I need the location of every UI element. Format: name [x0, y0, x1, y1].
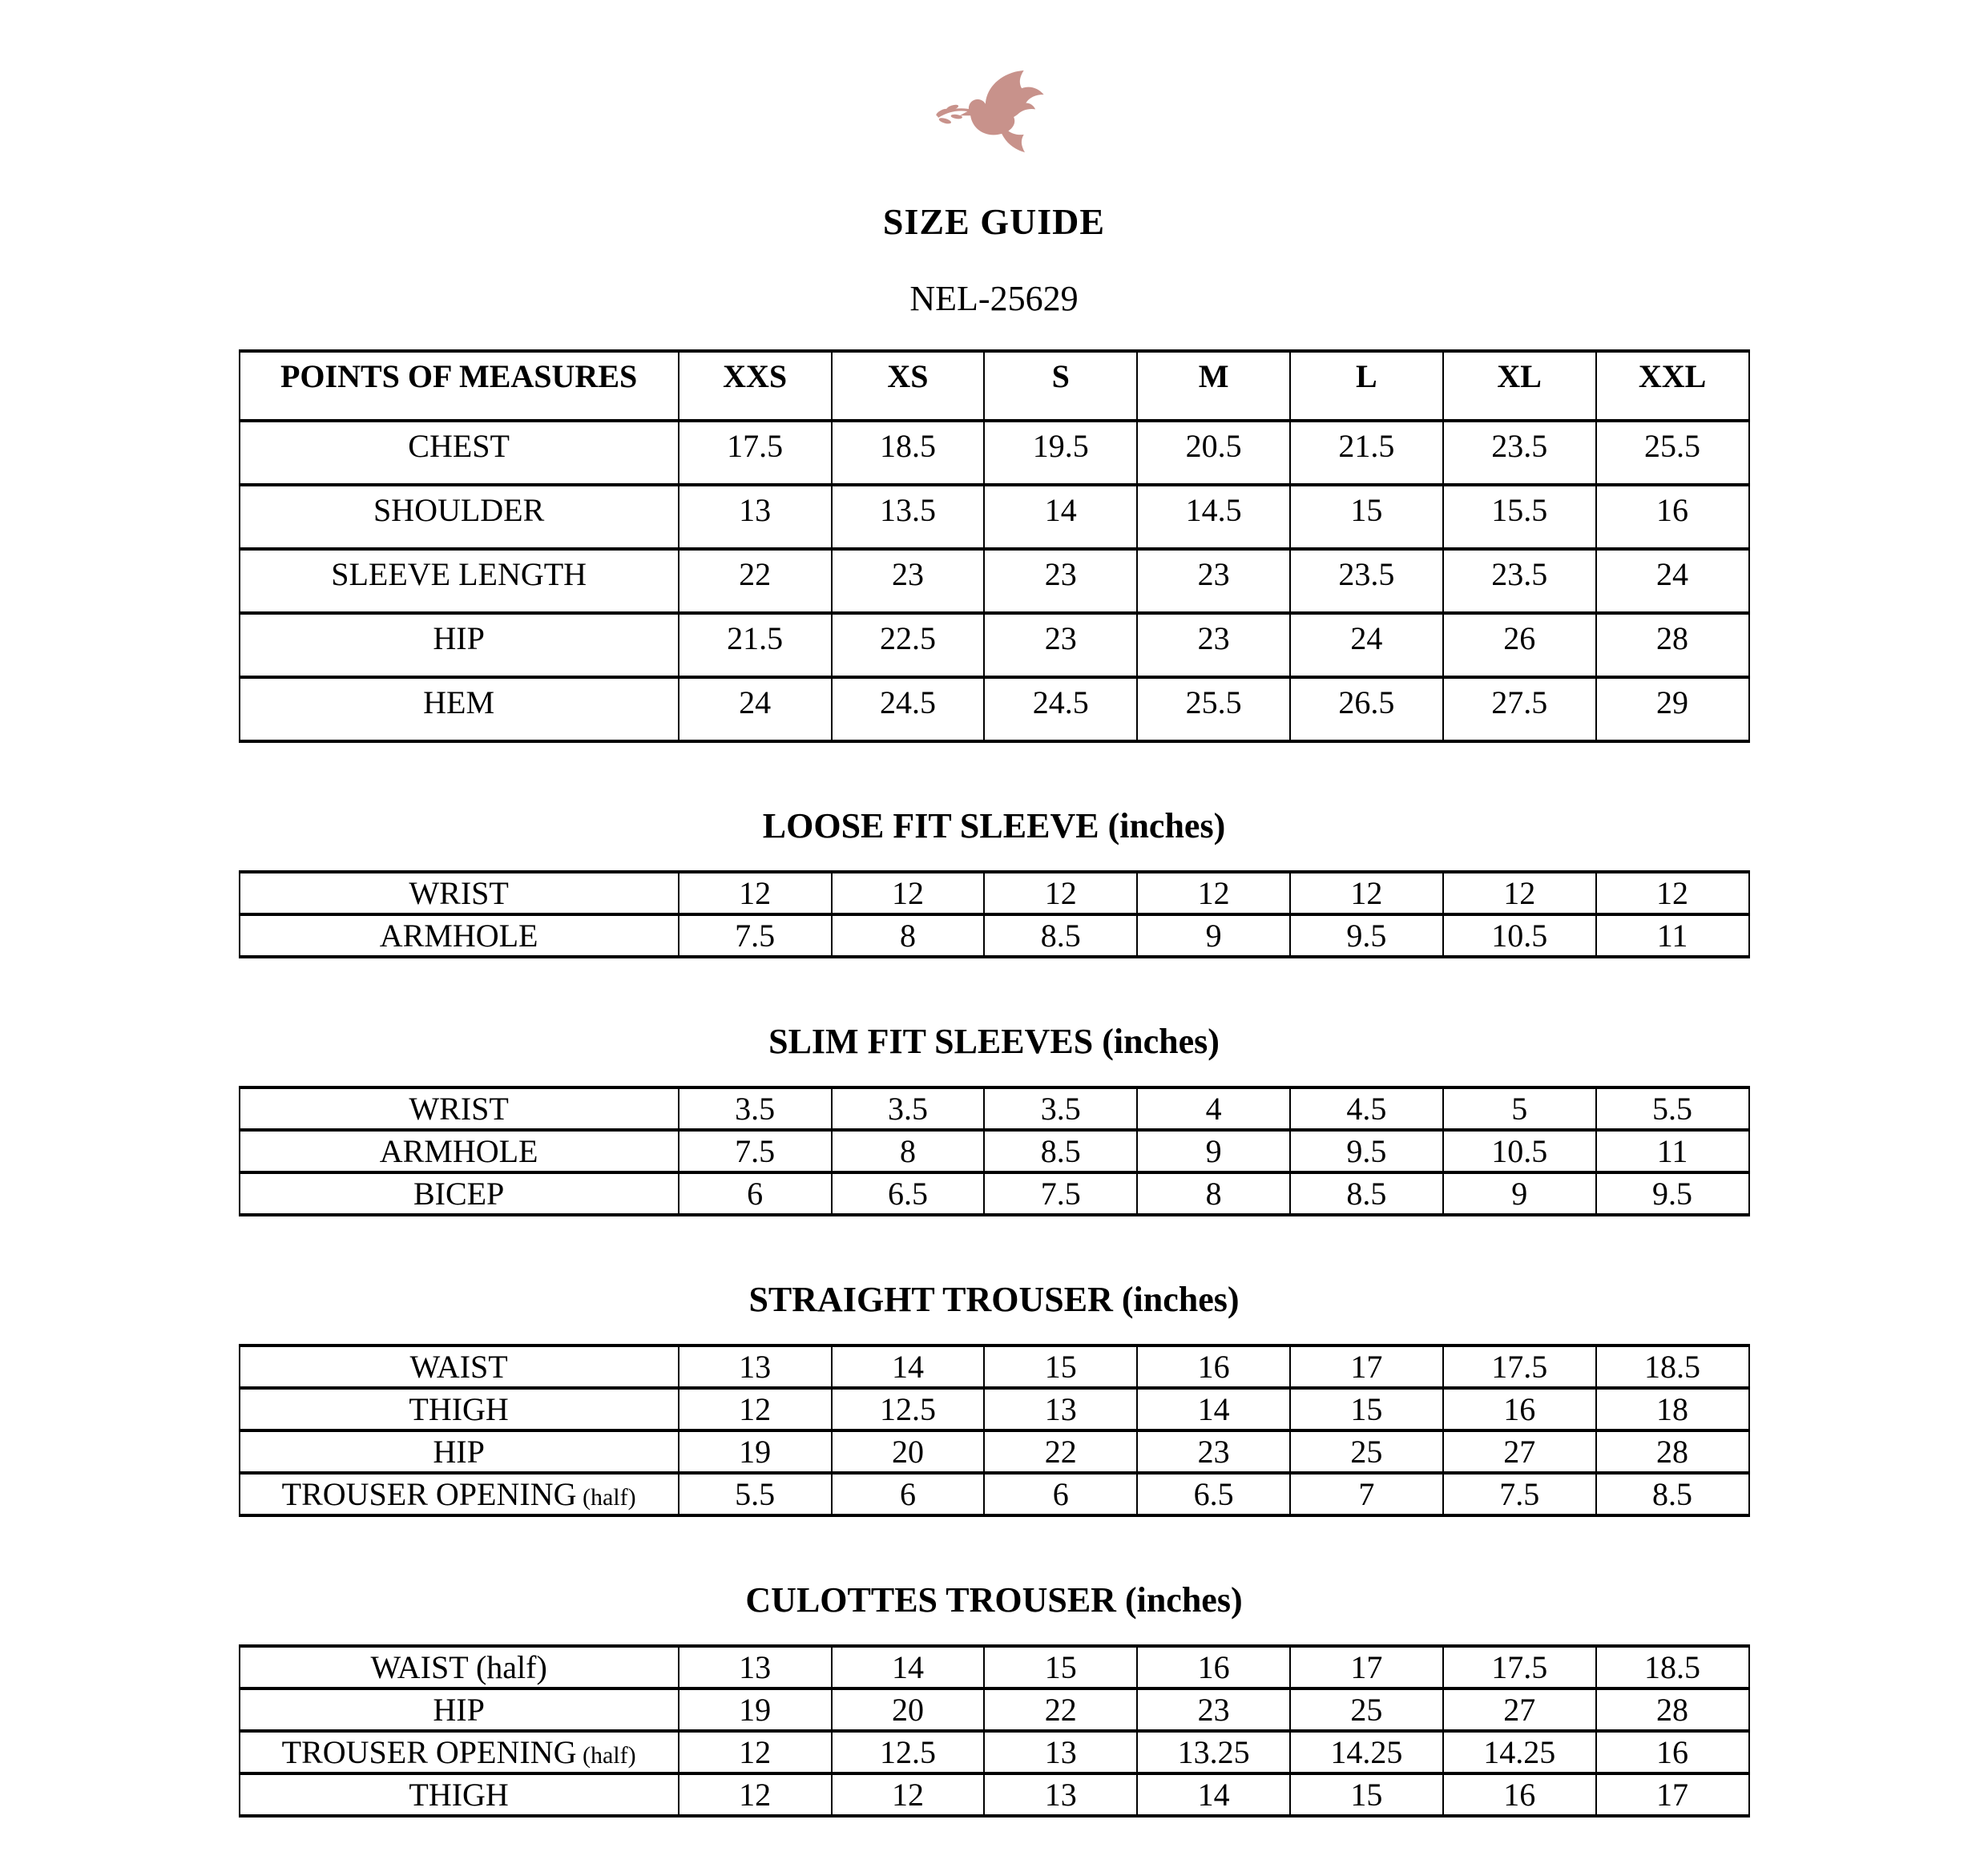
- size-value-cell: 26: [1443, 613, 1596, 677]
- size-value-cell: 15: [1290, 1773, 1443, 1816]
- size-value-cell: 6.5: [1137, 1473, 1290, 1515]
- size-value-cell: 15: [984, 1345, 1137, 1388]
- size-value-cell: 8: [832, 1130, 985, 1172]
- size-value-cell: 17.5: [1443, 1646, 1596, 1688]
- size-header-xxl: XXL: [1596, 351, 1749, 421]
- size-value-cell: 7.5: [679, 914, 832, 957]
- row-label: TROUSER OPENING (half): [240, 1473, 679, 1515]
- size-value-cell: 6: [984, 1473, 1137, 1515]
- size-value-cell: 14.5: [1137, 485, 1290, 549]
- table-row: [240, 1087, 1749, 1130]
- style-code: NEL-25629: [909, 279, 1079, 318]
- size-value-cell: 23.5: [1443, 549, 1596, 613]
- row-label: ARMHOLE: [240, 914, 679, 957]
- row-label: HIP: [240, 1688, 679, 1731]
- size-value-cell: 6: [832, 1473, 985, 1515]
- size-value-cell: 11: [1596, 1130, 1749, 1172]
- row-label: THIGH: [240, 1773, 679, 1816]
- size-value-cell: 29: [1596, 677, 1749, 741]
- size-value-cell: 17: [1596, 1773, 1749, 1816]
- size-value-cell: 13.25: [1137, 1731, 1290, 1773]
- size-value-cell: 8.5: [1290, 1172, 1443, 1215]
- size-value-cell: 25.5: [1596, 421, 1749, 485]
- size-value-cell: 18.5: [832, 421, 985, 485]
- size-header-xs: XS: [832, 351, 985, 421]
- size-header-m: M: [1137, 351, 1290, 421]
- size-value-cell: 17: [1290, 1345, 1443, 1388]
- size-value-cell: 13: [984, 1731, 1137, 1773]
- section-title-straight-trouser: STRAIGHT TROUSER (inches): [748, 1280, 1240, 1319]
- size-value-cell: 14: [1137, 1773, 1290, 1816]
- loose-fit-sleeve-table: [239, 870, 1750, 958]
- table-row: [240, 1646, 1749, 1688]
- row-label-suffix: (half): [576, 1742, 636, 1769]
- size-value-cell: 13: [679, 485, 832, 549]
- size-value-cell: 13: [679, 1646, 832, 1688]
- size-header-l: L: [1290, 351, 1443, 421]
- size-value-cell: 24.5: [832, 677, 985, 741]
- size-value-cell: 17: [1290, 1646, 1443, 1688]
- size-value-cell: 9: [1443, 1172, 1596, 1215]
- size-value-cell: 25: [1290, 1430, 1443, 1473]
- size-value-cell: 25: [1290, 1688, 1443, 1731]
- row-label: BICEP: [240, 1172, 679, 1215]
- size-value-cell: 7.5: [679, 1130, 832, 1172]
- culottes-trouser-table: [239, 1644, 1750, 1818]
- size-value-cell: 19: [679, 1430, 832, 1473]
- table-row: [240, 613, 1749, 677]
- size-value-cell: 12: [1443, 872, 1596, 914]
- size-value-cell: 15: [1290, 1388, 1443, 1430]
- size-value-cell: 15: [1290, 485, 1443, 549]
- size-value-cell: 5: [1443, 1087, 1596, 1130]
- size-value-cell: 27.5: [1443, 677, 1596, 741]
- size-value-cell: 12: [679, 1773, 832, 1816]
- size-value-cell: 16: [1443, 1773, 1596, 1816]
- size-value-cell: 8.5: [984, 914, 1137, 957]
- size-value-cell: 16: [1596, 1731, 1749, 1773]
- table-row: [240, 1388, 1749, 1430]
- row-label: THIGH: [240, 1388, 679, 1430]
- table-row: [240, 677, 1749, 741]
- size-value-cell: 3.5: [679, 1087, 832, 1130]
- table-row: [240, 549, 1749, 613]
- size-value-cell: 23: [1137, 613, 1290, 677]
- size-value-cell: 21.5: [679, 613, 832, 677]
- size-value-cell: 28: [1596, 1688, 1749, 1731]
- table-row: [240, 1473, 1749, 1515]
- size-value-cell: 12: [1290, 872, 1443, 914]
- points-of-measures-table: [239, 349, 1750, 743]
- size-value-cell: 13: [679, 1345, 832, 1388]
- section-title-slim-fit-sleeves: SLIM FIT SLEEVES (inches): [768, 1022, 1220, 1061]
- size-value-cell: 23: [832, 549, 985, 613]
- size-value-cell: 5.5: [679, 1473, 832, 1515]
- size-value-cell: 14: [984, 485, 1137, 549]
- row-label: HIP: [240, 1430, 679, 1473]
- row-label-suffix: (half): [576, 1484, 636, 1511]
- page-title: SIZE GUIDE: [882, 201, 1106, 242]
- table-row: [240, 872, 1749, 914]
- section-title-loose-fit-sleeve: LOOSE FIT SLEEVE (inches): [762, 806, 1226, 845]
- table-row: [240, 421, 1749, 485]
- size-value-cell: 17.5: [679, 421, 832, 485]
- size-value-cell: 28: [1596, 613, 1749, 677]
- slim-fit-sleeves-table: [239, 1086, 1750, 1216]
- row-label: WRIST: [240, 872, 679, 914]
- row-label: WAIST: [240, 1345, 679, 1388]
- table-row: [240, 485, 1749, 549]
- size-value-cell: 23.5: [1290, 549, 1443, 613]
- size-value-cell: 21.5: [1290, 421, 1443, 485]
- size-value-cell: 4.5: [1290, 1087, 1443, 1130]
- size-value-cell: 20.5: [1137, 421, 1290, 485]
- size-value-cell: 14: [832, 1646, 985, 1688]
- size-value-cell: 8: [832, 914, 985, 957]
- row-label: SHOULDER: [240, 485, 679, 549]
- size-value-cell: 14: [832, 1345, 985, 1388]
- size-value-cell: 11: [1596, 914, 1749, 957]
- row-label: HIP: [240, 613, 679, 677]
- size-value-cell: 13.5: [832, 485, 985, 549]
- size-value-cell: 19: [679, 1688, 832, 1731]
- size-value-cell: 9.5: [1290, 1130, 1443, 1172]
- size-value-cell: 20: [832, 1430, 985, 1473]
- section-title-culottes-trouser: CULOTTES TROUSER (inches): [745, 1580, 1243, 1620]
- size-value-cell: 17.5: [1443, 1345, 1596, 1388]
- table-row: [240, 1345, 1749, 1388]
- size-value-cell: 13: [984, 1773, 1137, 1816]
- size-value-cell: 3.5: [832, 1087, 985, 1130]
- size-value-cell: 12: [832, 872, 985, 914]
- size-value-cell: 9: [1137, 1130, 1290, 1172]
- size-value-cell: 16: [1596, 485, 1749, 549]
- size-value-cell: 7.5: [984, 1172, 1137, 1215]
- size-value-cell: 27: [1443, 1688, 1596, 1731]
- table-row: [240, 914, 1749, 957]
- size-value-cell: 8.5: [1596, 1473, 1749, 1515]
- dove-with-olive-branch-icon: [930, 64, 1059, 159]
- size-header-row: [240, 351, 1749, 421]
- size-value-cell: 12: [1137, 872, 1290, 914]
- size-value-cell: 24: [1290, 613, 1443, 677]
- row-label: SLEEVE LENGTH: [240, 549, 679, 613]
- size-value-cell: 22: [984, 1688, 1137, 1731]
- size-value-cell: 28: [1596, 1430, 1749, 1473]
- size-value-cell: 27: [1443, 1430, 1596, 1473]
- size-value-cell: 10.5: [1443, 1130, 1596, 1172]
- size-value-cell: 5.5: [1596, 1087, 1749, 1130]
- size-value-cell: 23.5: [1443, 421, 1596, 485]
- size-header-xxs: XXS: [679, 351, 832, 421]
- size-value-cell: 14.25: [1290, 1731, 1443, 1773]
- size-value-cell: 23: [1137, 549, 1290, 613]
- size-header-xl: XL: [1443, 351, 1596, 421]
- size-value-cell: 14: [1137, 1388, 1290, 1430]
- size-value-cell: 7: [1290, 1473, 1443, 1515]
- size-value-cell: 24: [1596, 549, 1749, 613]
- size-value-cell: 19.5: [984, 421, 1137, 485]
- size-value-cell: 10.5: [1443, 914, 1596, 957]
- size-value-cell: 16: [1137, 1646, 1290, 1688]
- size-value-cell: 9: [1137, 914, 1290, 957]
- table-row: [240, 1172, 1749, 1215]
- row-label: CHEST: [240, 421, 679, 485]
- size-value-cell: 22: [984, 1430, 1137, 1473]
- size-value-cell: 12: [679, 1731, 832, 1773]
- table-row: [240, 1773, 1749, 1816]
- size-value-cell: 12: [984, 872, 1137, 914]
- size-value-cell: 12: [1596, 872, 1749, 914]
- size-value-cell: 13: [984, 1388, 1137, 1430]
- size-value-cell: 15: [984, 1646, 1137, 1688]
- size-value-cell: 3.5: [984, 1087, 1137, 1130]
- table-row: [240, 1130, 1749, 1172]
- straight-trouser-table: [239, 1344, 1750, 1517]
- size-value-cell: 22: [679, 549, 832, 613]
- size-value-cell: 8: [1137, 1172, 1290, 1215]
- size-value-cell: 12.5: [832, 1731, 985, 1773]
- size-value-cell: 9.5: [1290, 914, 1443, 957]
- table-row: [240, 1731, 1749, 1773]
- size-value-cell: 24.5: [984, 677, 1137, 741]
- size-value-cell: 23: [1137, 1430, 1290, 1473]
- row-label: WAIST (half): [240, 1646, 679, 1688]
- size-value-cell: 12: [679, 872, 832, 914]
- size-value-cell: 16: [1443, 1388, 1596, 1430]
- size-value-cell: 25.5: [1137, 677, 1290, 741]
- size-value-cell: 6.5: [832, 1172, 985, 1215]
- size-value-cell: 7.5: [1443, 1473, 1596, 1515]
- size-value-cell: 22.5: [832, 613, 985, 677]
- size-value-cell: 12: [679, 1388, 832, 1430]
- size-value-cell: 16: [1137, 1345, 1290, 1388]
- size-value-cell: 26.5: [1290, 677, 1443, 741]
- size-header-s: S: [984, 351, 1137, 421]
- size-value-cell: 18.5: [1596, 1345, 1749, 1388]
- row-label: HEM: [240, 677, 679, 741]
- size-value-cell: 12: [832, 1773, 985, 1816]
- size-value-cell: 23: [1137, 1688, 1290, 1731]
- size-value-cell: 23: [984, 613, 1137, 677]
- size-value-cell: 20: [832, 1688, 985, 1731]
- table-row: [240, 1688, 1749, 1731]
- row-label: ARMHOLE: [240, 1130, 679, 1172]
- table-row: [240, 1430, 1749, 1473]
- size-value-cell: 4: [1137, 1087, 1290, 1130]
- size-value-cell: 12.5: [832, 1388, 985, 1430]
- row-label: WRIST: [240, 1087, 679, 1130]
- size-value-cell: 14.25: [1443, 1731, 1596, 1773]
- size-value-cell: 18.5: [1596, 1646, 1749, 1688]
- size-value-cell: 9.5: [1596, 1172, 1749, 1215]
- size-value-cell: 15.5: [1443, 485, 1596, 549]
- points-of-measures-header: POINTS OF MEASURES: [240, 351, 679, 421]
- size-value-cell: 18: [1596, 1388, 1749, 1430]
- size-value-cell: 8.5: [984, 1130, 1137, 1172]
- size-value-cell: 6: [679, 1172, 832, 1215]
- row-label: TROUSER OPENING (half): [240, 1731, 679, 1773]
- size-value-cell: 23: [984, 549, 1137, 613]
- size-value-cell: 24: [679, 677, 832, 741]
